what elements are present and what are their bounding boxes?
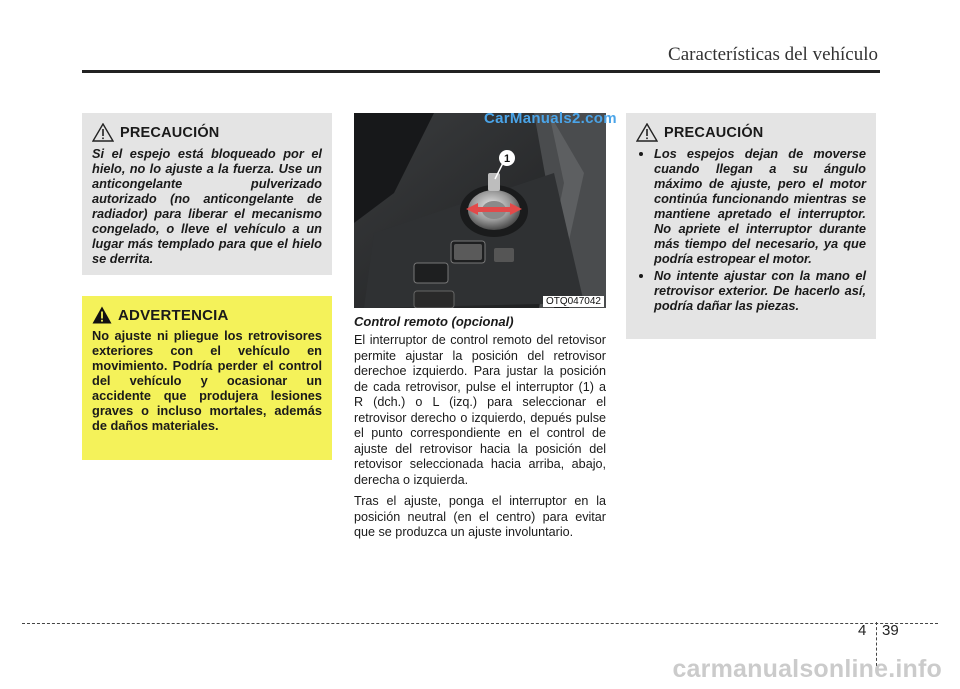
warning-text: No ajuste ni pliegue los retrovisores exteriores con el vehículo en movimiento. Podría perder el control del vehículo y ocasionar un accidente que produjera lesiones graves o incluso mortales, además de daños materiales.	[92, 328, 322, 433]
precaution-right-item-2: • No intente ajustar con la mano el retrovisor exterior. De hacerlo así, podría dañar las piezas.	[654, 268, 866, 313]
mirror-switch-photo	[354, 113, 606, 308]
figure-code: OTQ047042	[543, 296, 604, 307]
precaution-right-item-1: • Los espejos dejan de moverse cuando llegan a su ángulo máximo de ajuste, pero el motor continúa funcionando mientras se mantiene apretado el interruptor. No apriete el interruptor durante más tiempo del necesario, ya que podría estropear el motor.	[654, 146, 866, 266]
body-paragraph-1: El interruptor de control remoto del retovisor permite ajustar la posición del retrovisor derechoe izquierdo. Para justar la posición de cada retrovisor, pulse el interruptor (1) a R (dch.) o L (izq.) para seleccionar el retrovisor derecho o izquierdo, depués pulse el punto correspondiente en el control de ajuste del retrovisor hacia la posición del retovisor seleccionada hacia arriba, abajo, derecha o izquierda.	[354, 333, 606, 487]
body-paragraph-2: Tras el ajuste, ponga el interruptor en la posición neutral (en el centro) para evitar que se produzca un ajuste involuntario.	[354, 494, 606, 539]
precaution-right-title: PRECAUCIÓN	[664, 124, 764, 141]
warning-box	[82, 296, 332, 460]
chapter-number: 4	[858, 622, 867, 639]
precaution-box-left	[82, 113, 332, 275]
body-column	[354, 314, 606, 547]
page-number: 39	[882, 622, 899, 639]
mirror-control-illustration	[354, 113, 606, 308]
caution-triangle-icon	[92, 123, 114, 142]
precaution-left-title: PRECAUCIÓN	[120, 124, 220, 141]
caution-triangle-icon	[636, 123, 658, 142]
section-heading: Control remoto (opcional)	[354, 314, 514, 329]
footer-divider	[22, 623, 938, 624]
callout-number: 1	[503, 153, 511, 165]
watermark-bottom: carmanualsonline.info	[672, 655, 942, 683]
precaution-right-list	[636, 146, 866, 313]
precaution-box-right	[626, 113, 876, 339]
warning-title: ADVERTENCIA	[118, 306, 229, 324]
warning-triangle-icon	[92, 306, 112, 324]
page-header-title: Características del vehículo	[668, 44, 878, 65]
precaution-left-text: Si el espejo está bloqueado por el hielo, no lo ajuste a la fuerza. Use un anticongelante pulverizado autorizado (no anticongelante de radiador) para liberar el mecanismo congelado, o lleve el vehículo a un lugar más templado para que el hielo se derrita.	[92, 146, 322, 266]
header-rule	[82, 70, 880, 73]
watermark-top: CarManuals2.com	[484, 110, 617, 127]
